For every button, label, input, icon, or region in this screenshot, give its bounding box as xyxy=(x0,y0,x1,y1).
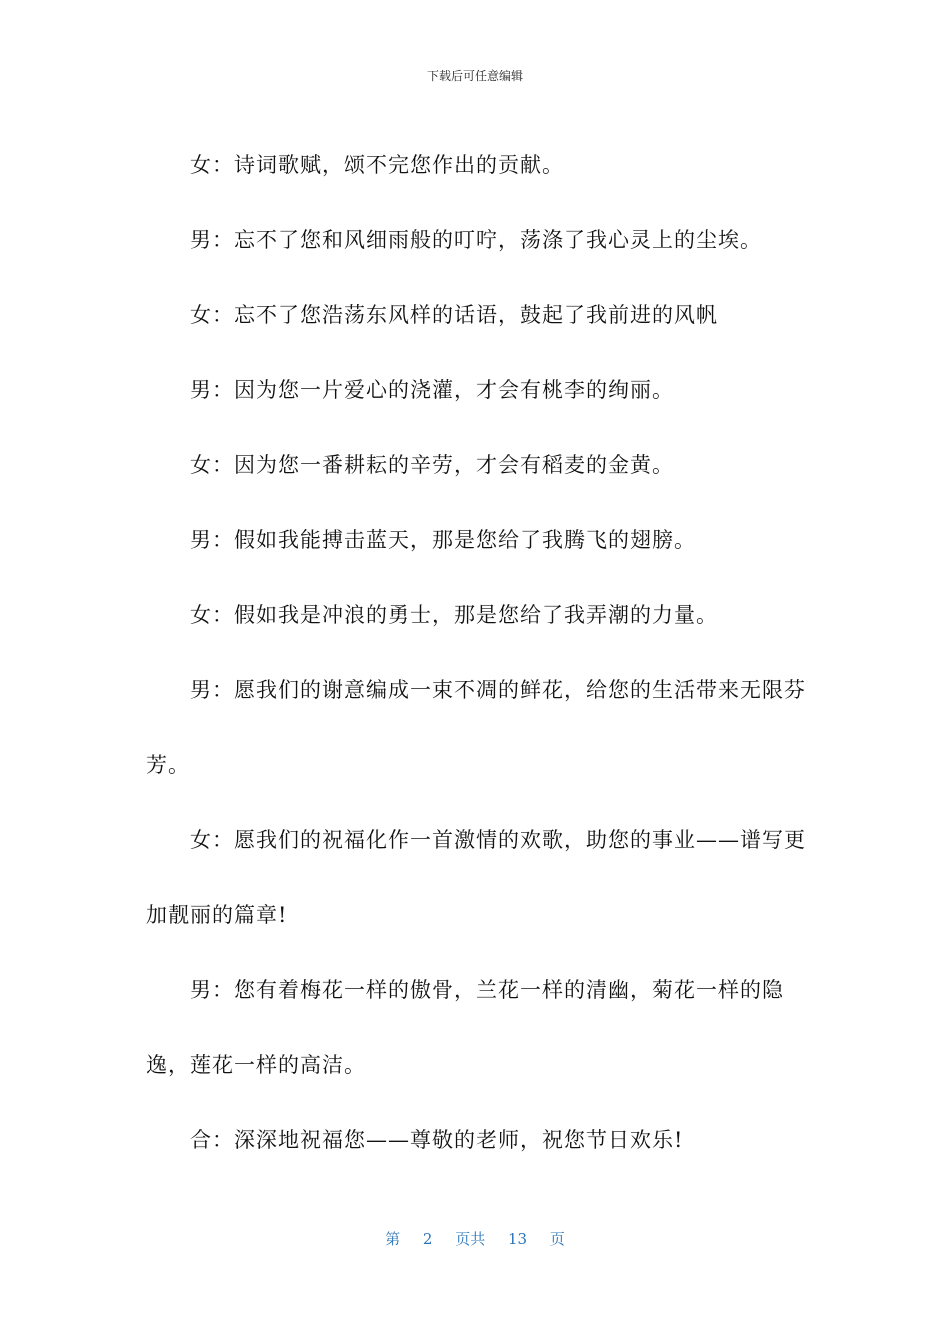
paragraph: 男：您有着梅花一样的傲骨，兰花一样的清幽，菊花一样的隐逸，莲花一样的高洁。 xyxy=(146,978,784,1077)
page-footer xyxy=(0,1228,950,1249)
paragraph: 女：忘不了您浩荡东风样的话语，鼓起了我前进的风帆 xyxy=(190,303,718,327)
paragraph: 女：诗词歌赋，颂不完您作出的贡献。 xyxy=(190,153,564,177)
page-unit: 页共 xyxy=(455,1230,486,1248)
page-label: 第 xyxy=(385,1230,401,1248)
page-header: 下载后可任意编辑 xyxy=(426,69,523,83)
paragraph: 女：因为您一番耕耘的辛劳，才会有稻麦的金黄。 xyxy=(190,453,674,477)
paragraph: 男：忘不了您和风细雨般的叮咛，荡涤了我心灵上的尘埃。 xyxy=(190,228,762,252)
page-number: 2 xyxy=(422,1230,433,1248)
paragraph: 女：假如我是冲浪的勇士，那是您给了我弄潮的力量。 xyxy=(190,603,718,627)
paragraph: 男：假如我能搏击蓝天，那是您给了我腾飞的翅膀。 xyxy=(190,528,696,552)
total-unit: 页 xyxy=(549,1230,565,1248)
document-body xyxy=(146,128,806,1178)
paragraph: 男：因为您一片爱心的浇灌，才会有桃李的绚丽。 xyxy=(190,378,674,402)
paragraph: 合：深深地祝福您——尊敬的老师，祝您节日欢乐! xyxy=(190,1128,684,1152)
paragraph: 女：愿我们的祝福化作一首激情的欢歌，助您的事业——谱写更加靓丽的篇章! xyxy=(146,828,806,927)
total-pages: 13 xyxy=(508,1230,528,1248)
paragraph: 男：愿我们的谢意编成一束不凋的鲜花，给您的生活带来无限芬芳。 xyxy=(146,678,806,777)
